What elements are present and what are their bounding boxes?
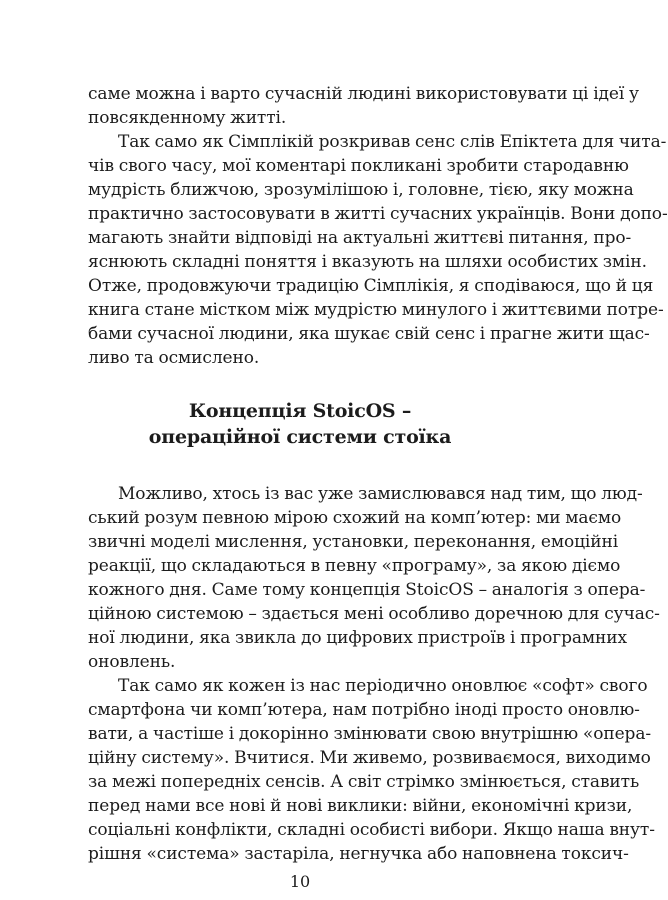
text-line: книга стане містком між мудрістю минулого і життєвими потре- [88,300,664,320]
text-line: Так само як Сімплікій розкривав сенс слів Епіктета для чита- [118,132,667,152]
text-line: рішня «система» застаріла, негнучка або наповнена токсич- [88,844,629,864]
text-line: саме можна і варто сучасній людині використовувати ці ідеї у [88,84,639,104]
text-line: яснюють складні поняття і вказують на шляхи особистих змін. [88,252,647,272]
text-line: перед нами все нові й нові виклики: війни, економічні кризи, [88,796,633,816]
text-line: ційну систему». Вчитися. Ми живемо, розвиваємося, виходимо [88,748,651,768]
text-line: ної людини, яка звикла до цифрових пристроїв і програмних [88,628,627,648]
section-heading-line-2: операційної системи стоїка [148,426,452,448]
section-heading-line-1: Концепція StoicOS – [188,400,412,422]
text-line: кожного дня. Саме тому концепція StoicOS – аналогія з опера- [88,580,646,600]
text-line: оновлень. [88,652,176,672]
text-line: реакції, що складаються в певну «програму», за якою діємо [88,556,621,576]
text-line: Можливо, хтось із вас уже замислювався над тим, що люд- [118,484,643,504]
text-line: за межі попередніх сенсів. А світ стрімко змінюється, ставить [88,772,640,792]
text-line: мудрість ближчою, зрозумілішою і, головне, тією, яку можна [88,180,634,200]
text-line: звичні моделі мислення, установки, переконання, емоційні [88,532,619,552]
text-line: практично застосовувати в житті сучасних українців. Вони допо- [88,204,668,224]
page-number: 10 [289,872,311,891]
text-line: ційною системою – здається мені особливо доречною для сучас- [88,604,660,624]
text-line: вати, а частіше і докорінно змінювати свою внутрішню «опера- [88,724,652,744]
text-line: бами сучасної людини, яка шукає свій сенс і прагне жити щас- [88,324,650,344]
text-line: ський розум певною мірою схожий на комп’ютер: ми маємо [88,508,622,528]
text-line: ливо та осмислено. [88,348,260,368]
text-line: повсякденному житті. [88,108,287,128]
text-line: магають знайти відповіді на актуальні життєві питання, про- [88,228,632,248]
text-line: Отже, продовжуючи традицію Сімплікія, я сподіваюся, що й ця [88,276,654,296]
text-line: Так само як кожен із нас періодично оновлює «софт» свого [118,676,648,696]
text-line: смартфона чи комп’ютера, нам потрібно іноді просто оновлю- [88,700,640,720]
text-line: соціальні конфлікти, складні особисті вибори. Якщо наша внут- [88,820,655,840]
text-line: чів свого часу, мої коментарі покликані зробити стародавню [88,156,629,176]
